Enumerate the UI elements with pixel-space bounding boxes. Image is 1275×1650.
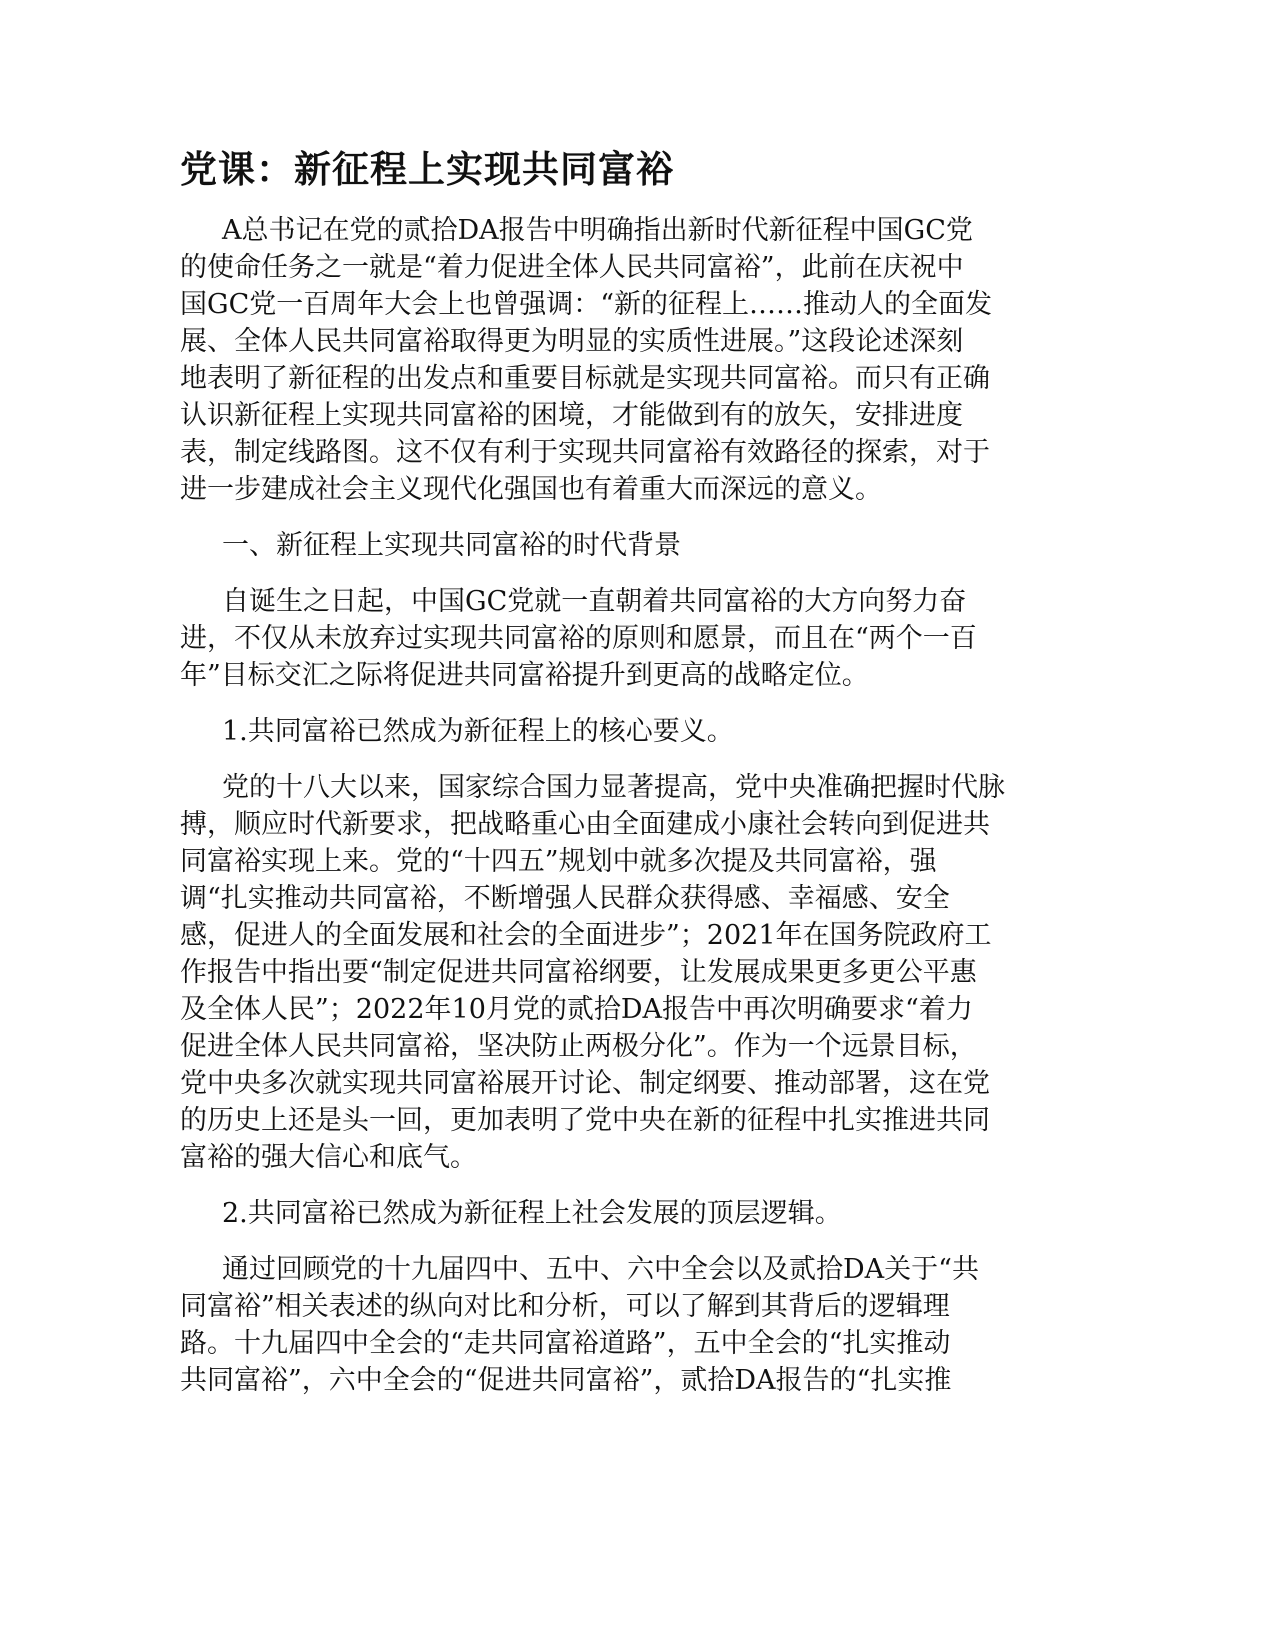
text-line: 进一步建成社会主义现代化强国也有着重大而深远的意义。: [180, 474, 882, 505]
section-heading: [180, 527, 1080, 564]
text-line: 地表明了新征程的出发点和重要目标就是实现共同富裕。而只有正确: [180, 363, 990, 394]
text-line: 共同富裕”，六中全会的“促进共同富裕”，贰拾DA报告的“扎实推: [180, 1365, 952, 1396]
text-line: 党的十八大以来，国家综合国力显著提高，党中央准确把握时代脉: [222, 772, 1005, 803]
text-line: 促进全体人民共同富裕，坚决防止两极分化”。作为一个远景目标，: [180, 1031, 977, 1062]
text-line: 及全体人民”；2022年10月党的贰拾DA报告中再次明确要求“着力: [180, 994, 973, 1025]
text-line: 表，制定线路图。这不仅有利于实现共同富裕有效路径的探索，对于: [180, 437, 990, 468]
text-line: 调“扎实推动共同富裕，不断增强人民群众获得感、幸福感、安全: [180, 883, 950, 914]
text-line: 2.共同富裕已然成为新征程上社会发展的顶层逻辑。: [222, 1198, 842, 1229]
text-line: 党中央多次就实现共同富裕展开讨论、制定纲要、推动部署，这在党: [180, 1068, 990, 1099]
text-line: 通过回顾党的十九届四中、五中、六中全会以及贰拾DA关于“共: [222, 1254, 979, 1285]
text-line: 展、全体人民共同富裕取得更为明显的实质性进展。”这段论述深刻: [180, 326, 964, 357]
body-paragraph: [180, 583, 1080, 694]
body-paragraph: [180, 1251, 1080, 1399]
text-line: 同富裕”相关表述的纵向对比和分析，可以了解到其背后的逻辑理: [180, 1291, 950, 1322]
text-line: 同富裕实现上来。党的“十四五”规划中就多次提及共同富裕，强: [180, 846, 937, 877]
text-line: A总书记在党的贰拾DA报告中明确指出新时代新征程中国GC党: [222, 215, 973, 246]
subsection-heading: [180, 1195, 1080, 1232]
document-title: 党课：新征程上实现共同富裕: [180, 148, 674, 191]
text-line: 作报告中指出要“制定促进共同富裕纲要，让发展成果更多更公平惠: [180, 957, 977, 988]
text-line: 认识新征程上实现共同富裕的困境，才能做到有的放矢，安排进度: [180, 400, 963, 431]
text-line: 1.共同富裕已然成为新征程上的核心要义。: [222, 716, 734, 747]
text-line: 搏，顺应时代新要求，把战略重心由全面建成小康社会转向到促进共: [180, 809, 990, 840]
text-line: 富裕的强大信心和底气。: [180, 1142, 477, 1173]
subsection-heading: [180, 713, 1080, 750]
text-line: 的使命任务之一就是“着力促进全体人民共同富裕”，此前在庆祝中: [180, 252, 964, 283]
text-line: 进，不仅从未放弃过实现共同富裕的原则和愿景，而且在“两个一百: [180, 623, 977, 654]
text-line: 年”目标交汇之际将促进共同富裕提升到更高的战略定位。: [180, 660, 869, 691]
intro-paragraph: [180, 212, 1080, 508]
text-line: 一、新征程上实现共同富裕的时代背景: [222, 530, 681, 561]
text-line: 的历史上还是头一回，更加表明了党中央在新的征程中扎实推进共同: [180, 1105, 990, 1136]
text-line: 国GC党一百周年大会上也曾强调：“新的征程上……推动人的全面发: [180, 289, 993, 320]
text-line: 路。十九届四中全会的“走共同富裕道路”，五中全会的“扎实推动: [180, 1328, 951, 1359]
text-line: 自诞生之日起，中国GC党就一直朝着共同富裕的大方向努力奋: [222, 586, 967, 617]
body-paragraph: [180, 769, 1080, 1176]
document-page: [180, 146, 1080, 1418]
text-line: 感，促进人的全面发展和社会的全面进步”；2021年在国务院政府工: [180, 920, 992, 951]
